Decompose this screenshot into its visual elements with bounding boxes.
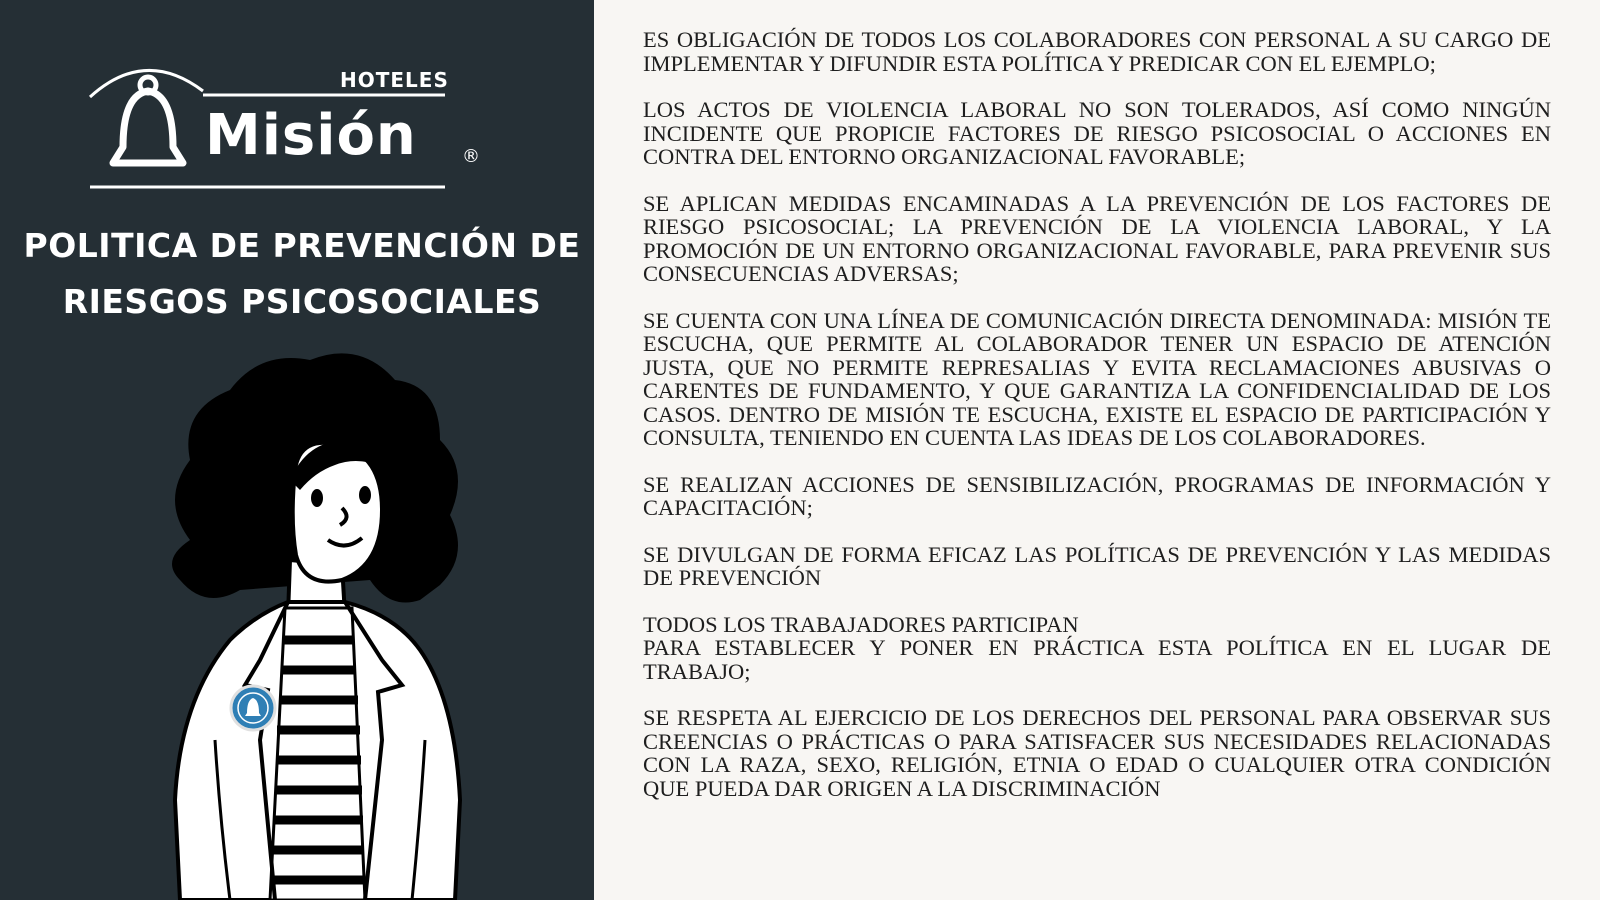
policy-paragraph-6: SE DIVULGAN DE FORMA EFICAZ LAS POLÍTICAS DE PREVENCIÓN Y LAS MEDIDAS DE PREVENCIÓN [643, 541, 1551, 590]
title-line-2: RIESGOS PSICOSOCIALES [62, 282, 542, 321]
brand-hoteles: HOTELES [340, 68, 449, 92]
policy-paragraph-9: SE RESPETA AL EJERCICIO DE LOS DERECHOS DEL PERSONAL PARA OBSERVAR SUS CREENCIAS O PRÁCTICAS O PARA SATISFACER SUS NECESIDADES RELACIONADAS CON LA RAZA, SEXO, RELIGIÓN, ETNIA O EDAD O CUALQUIER OTRA CONDICIÓN QUE PUEDA DAR ORIGEN A LA DISCRIMINACIÓN [643, 705, 1551, 801]
brand-name: Misión [205, 103, 417, 168]
policy-paragraph-2: LOS ACTOS DE VIOLENCIA LABORAL NO SON TOLERADOS, ASÍ COMO NINGÚN INCIDENTE QUE PROPICIE FACTORES DE RIESGO PSICOSOCIAL O ACCIONES EN CONTRA DEL ENTORNO ORGANIZACIONAL FAVORABLE; [643, 97, 1551, 169]
policy-paragraph-8: PARA ESTABLECER Y PONER EN PRÁCTICA ESTA POLÍTICA EN EL LUGAR DE TRABAJO; [643, 635, 1551, 684]
policy-paragraph-7: TODOS LOS TRABAJADORES PARTICIPAN [643, 611, 1079, 637]
policy-paragraph-4: SE CUENTA CON UNA LÍNEA DE COMUNICACIÓN DIRECTA DENOMINADA: MISIÓN TE ESCUCHA, QUE PERMITE AL COLABORADOR TENER UN ESPACIO DE ATENCIÓN JUSTA, QUE NO PERMITE REPRESALIAS Y EVITA RECLAMACIONES ABUSIVAS O CARENTES DE FUNDAMENTO, Y QUE GARANTIZA LA CONFIDENCIALIDAD DE LOS CASOS. DENTRO DE MISIÓN TE ESCUCHA, EXISTE EL ESPACIO DE PARTICIPACIÓN Y CONSULTA, TENIENDO EN CUENTA LAS IDEAS DE LOS COLABORADORES. [643, 307, 1551, 450]
policy-paragraph-1: ES OBLIGACIÓN DE TODOS LOS COLABORADORES CON PERSONAL A SU CARGO DE IMPLEMENTAR Y DIFUNDIR ESTA POLÍTICA Y PREDICAR CON EL EJEMPLO; [643, 27, 1551, 76]
page-title [20, 218, 584, 330]
title-line-1: POLITICA DE PREVENCIÓN DE [23, 226, 581, 265]
policy-text [643, 28, 1551, 823]
left-panel [0, 0, 594, 900]
policy-paragraph-5: SE REALIZAN ACCIONES DE SENSIBILIZACIÓN, PROGRAMAS DE INFORMACIÓN Y CAPACITACIÓN; [643, 471, 1551, 520]
policy-paragraph-3: SE APLICAN MEDIDAS ENCAMINADAS A LA PREVENCIÓN DE LOS FACTORES DE RIESGO PSICOSOCIAL; LA PREVENCIÓN DE LA VIOLENCIA LABORAL, Y LA PROMOCIÓN DE UN ENTORNO ORGANIZACIONAL FAVORABLE, PARA PREVENIR SUS CONSECUENCIAS ADVERSAS; [643, 190, 1551, 286]
woman-illustration [120, 340, 500, 900]
registered-mark: ® [462, 146, 480, 167]
